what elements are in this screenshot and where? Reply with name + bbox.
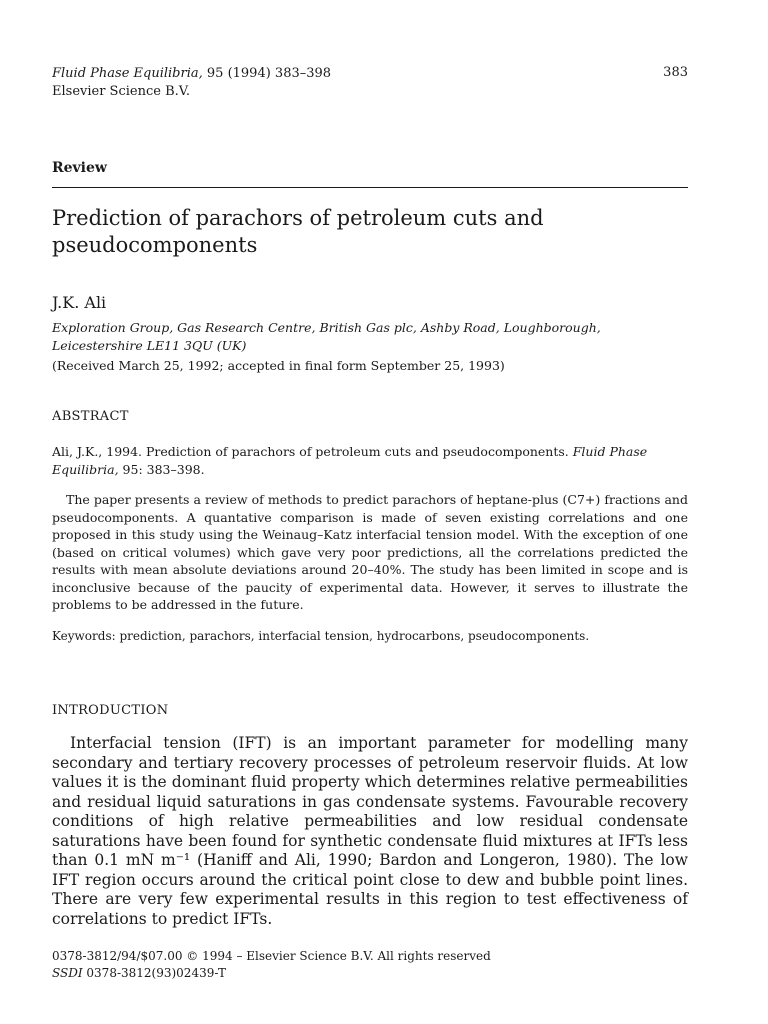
abstract-citation — [52, 443, 688, 479]
received-dates: (Received March 25, 1992; accepted in final form September 25, 1993) — [52, 358, 505, 373]
introduction-body: Interfacial tension (IFT) is an important parameter for modelling many secondary and tertiary recovery processes of petroleum reservoir fluids. At low values it is the dominant fluid property which determines relative permeabilities and residual liquid saturations in gas condensate systems. Favourable recovery conditions of high relative permeabilities and low residual condensate saturations have been found for synthetic condensate fluid mixtures at IFTs less than 0.1 mN m⁻¹ (Haniff and Ali, 1990; Bardon and Longeron, 1980). The low IFT region occurs around the critical point close to dew and bubble point lines. There are very few experimental results in this region to test effectiveness of correlations to predict IFTs. — [52, 734, 688, 928]
journal-header — [52, 65, 331, 101]
journal-page — [52, 0, 688, 1024]
affiliation-line: Exploration Group, Gas Research Centre, British Gas plc, Ashby Road, Loughborough, — [52, 320, 601, 335]
affiliation-line: Leicestershire LE11 3QU (UK) — [52, 338, 247, 353]
journal-citation — [52, 65, 331, 83]
ssdi-value: 0378-3812(93)02439-T — [82, 966, 226, 980]
header-divider — [52, 187, 688, 188]
copyright-footer — [52, 948, 491, 982]
citation-journal: Fluid Phase Equilibria, — [52, 444, 648, 477]
publisher: Elsevier Science B.V. — [52, 84, 191, 99]
journal-name: Fluid Phase Equilibria, — [52, 66, 203, 81]
ssdi-line — [52, 965, 491, 982]
ssdi-label: SSDI — [52, 966, 83, 980]
author-name: J.K. Ali — [52, 293, 107, 312]
citation-pages: 95: 383–398. — [118, 462, 205, 477]
journal-details: 95 (1994) 383–398 — [202, 66, 332, 81]
article-title: Prediction of parachors of petroleum cuts and pseudocomponents — [52, 206, 544, 257]
section-type: Review — [52, 160, 107, 176]
abstract-heading: ABSTRACT — [52, 409, 129, 424]
introduction-heading: INTRODUCTION — [52, 703, 169, 718]
page-number: 383 — [663, 65, 688, 80]
abstract-body: The paper presents a review of methods to predict parachors of heptane-plus (C7+) fractions and pseudocomponents. A quantative comparison is made of seven existing correlations and one proposed in this study using the Weinaug–Katz interfacial tension model. With the exception of one (based on critical volumes) which gave very poor predictions, all the correlations predicted the results with mean absolute deviations around 20–40%. The study has been limited in scope and is inconclusive because of the paucity of experimental data. However, it serves to illustrate the problems to be addressed in the future. — [52, 492, 688, 612]
citation-text: Ali, J.K., 1994. Prediction of parachors of petroleum cuts and pseudocomponents. — [52, 444, 573, 459]
copyright-line: 0378-3812/94/$07.00 © 1994 – Elsevier Science B.V. All rights reserved — [52, 949, 491, 963]
keywords: Keywords: prediction, parachors, interfacial tension, hydrocarbons, pseudocomponents. — [52, 629, 590, 643]
author-affiliation — [52, 319, 692, 355]
